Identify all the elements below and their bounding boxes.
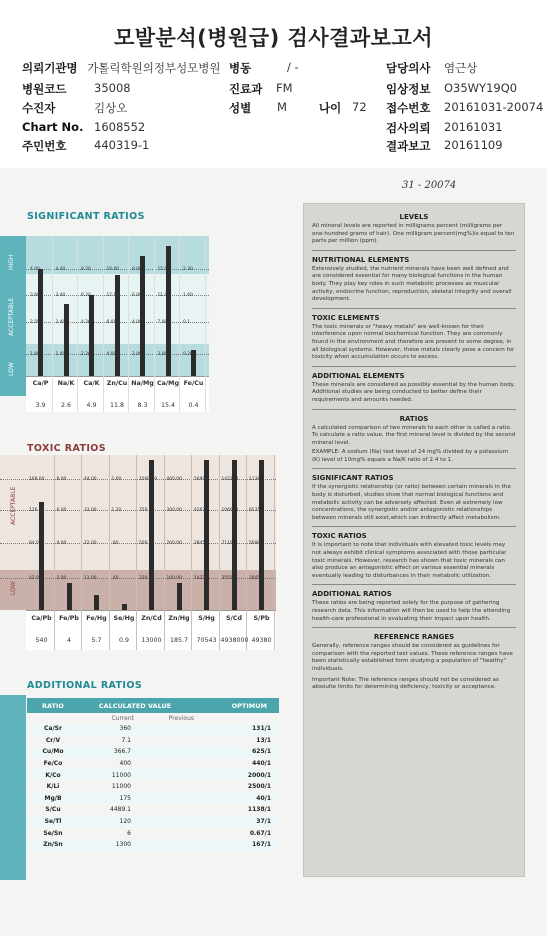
- tick-label: 44.00: [84, 477, 97, 482]
- current-cell: 11000: [111, 783, 131, 791]
- ratio-bar: [115, 275, 120, 376]
- tick-label: 42675: [194, 508, 208, 513]
- value-label: 5.7: [91, 637, 102, 644]
- divider: [312, 468, 516, 469]
- doctor-label: 담당의사: [386, 61, 431, 75]
- tick-label: 6.00: [56, 508, 67, 513]
- report-date-label: 결과보고: [386, 139, 431, 153]
- significant-ratios-chart: [0, 222, 292, 440]
- value-label: 540: [35, 637, 48, 644]
- additional-ratios-table: [27, 698, 279, 851]
- tick-label: 1000.00: [139, 477, 158, 482]
- tick-label: 2.00: [132, 352, 142, 357]
- col-calculated: CALCULATED VALUE: [98, 701, 172, 710]
- tick-label: 5690: [249, 541, 261, 546]
- tick-label: 15.00: [157, 267, 171, 272]
- ward-row: [229, 60, 299, 76]
- tick-label: 35550: [221, 576, 236, 581]
- category-label: S/Pb: [253, 615, 270, 622]
- value-label: 13000: [141, 637, 162, 644]
- divider: [312, 308, 516, 309]
- value-label: 0.4: [188, 402, 199, 409]
- tick-label: 0.20: [183, 352, 193, 357]
- tick-label: 11380: [249, 477, 263, 482]
- tick-label: 2.50: [30, 320, 40, 325]
- current-cell: 120: [119, 818, 131, 826]
- department-value: FM: [276, 81, 293, 95]
- request-date-value: 20161031: [444, 120, 503, 134]
- optimum-cell: 625/1: [252, 748, 271, 756]
- sig-ratios-text: If the synergistic relationship (or ratio) between certain minerals in the body is disturbed, studies show that normal biological functions and metabolic activity can be adversely affected. Even at extremely low concentrations, the synergistic and/or antagonistic relationships between minerals still exist,which can indirectly affect metabolism.: [312, 484, 511, 521]
- tick-label: 2.30: [183, 267, 193, 272]
- category-label: Zn/Hg: [168, 615, 190, 622]
- chart-no-label: Chart No.: [22, 120, 84, 134]
- sig-ratios-heading: SIGNIFICANT RATIOS: [312, 474, 394, 483]
- nutritional-heading: NUTRITIONAL ELEMENTS: [312, 255, 410, 264]
- handwritten-note: 31 - 20074: [402, 180, 457, 191]
- institution-row: [22, 60, 221, 76]
- table-header: [27, 698, 279, 713]
- value-label: 4: [66, 637, 71, 644]
- ratios-text: A calculated comparison of two minerals to each other is called a ratio. To calculate a ratio value, the first mineral level is divided by the second mineral level.: [312, 424, 516, 446]
- tick-label: 142200: [221, 477, 239, 482]
- additional-heading: ADDITIONAL ELEMENTS: [312, 371, 405, 380]
- optimum-cell: 131/1: [252, 725, 271, 733]
- tick-label: 4.40: [55, 267, 66, 272]
- table-row: [27, 735, 279, 747]
- department-label: 진료과: [229, 82, 263, 96]
- tick-label: 56900: [194, 477, 208, 482]
- ward-value: / -: [287, 60, 299, 74]
- tick-label: 8.00: [132, 267, 142, 272]
- ratio-bar: [232, 460, 237, 610]
- optimum-cell: 37/1: [256, 818, 271, 826]
- ratio-bar: [149, 460, 154, 610]
- tick-label: 12.00: [106, 293, 120, 298]
- tick-label: 168.00: [29, 477, 45, 482]
- institution-label: 의뢰기관명: [22, 61, 78, 75]
- ratio-cell: Fe/Co: [43, 760, 63, 768]
- notes-panel: [303, 203, 525, 877]
- tick-label: 11.00: [157, 293, 171, 298]
- receipt-no-label: 접수번호: [386, 101, 431, 115]
- tick-label: 8.20: [81, 267, 91, 272]
- add-ratios-text: These ratios are being reported solely for the purpose of gathering research data. This information will then be used to help the attending health-care professional in evaluating their impact upon health.: [312, 600, 511, 622]
- divider: [312, 584, 516, 585]
- institution-value: 가톨릭학원의정부성모병원: [87, 61, 221, 75]
- chart-no-value: 1608552: [94, 120, 146, 134]
- tick-label: 42.00: [29, 576, 42, 581]
- optimum-cell: 167/1: [252, 841, 271, 849]
- ratio-cell: Mg/B: [44, 794, 62, 802]
- category-label: Ca/P: [32, 380, 49, 387]
- nutritional-text: Extensively studied, the nutrient minerals have been well defined and are considered essential for many biological functions in the human body. They play key roles in such metabolic processes as muscular activity, endocrine function, reproduction, skeletal integrity and overall development.: [312, 265, 512, 303]
- current-cell: 360: [119, 725, 131, 733]
- ratio-bar: [89, 295, 94, 376]
- ratios-heading: RATIOS: [399, 414, 429, 423]
- current-cell: 1300: [115, 841, 131, 849]
- category-label: Fe/Cu: [183, 380, 204, 387]
- levels-heading: LEVELS: [399, 213, 429, 221]
- optimum-cell: 0.67/1: [249, 829, 271, 837]
- table-row: [27, 723, 279, 735]
- tick-label: 16.00: [106, 267, 120, 272]
- optimum-cell: 2000/1: [247, 771, 271, 779]
- category-label: Zn/Cu: [106, 380, 128, 387]
- ratio-bar: [259, 460, 264, 610]
- optimum-cell: 2500/1: [247, 783, 271, 791]
- table-row: [27, 816, 279, 828]
- tick-label: 750.00: [139, 508, 155, 513]
- current-cell: 4489.1: [110, 806, 131, 814]
- ratios-example: EXAMPLE: A sodium (Na) test level of 24 mg% divided by a potassium (K) level of 10mg% equals a Na/K ratio of 2.4 to 1.: [312, 449, 509, 463]
- clinical-info-row: [386, 81, 518, 97]
- hospital-code-row: [22, 81, 131, 97]
- tick-label: 7.00: [157, 320, 168, 325]
- tick-label: 22.00: [84, 541, 97, 546]
- important-note: Important Note: The reference ranges should not be considered as absoulte limits for determining deficiency, toxicity or acceptance.: [312, 676, 499, 691]
- category-label: Na/K: [57, 380, 75, 387]
- ratio-cell: Ca/Sr: [44, 725, 62, 733]
- sex-row: [229, 100, 287, 116]
- band-label-low: LOW: [10, 581, 17, 595]
- additional-ratios-panel: [0, 680, 292, 883]
- request-date-label: 검사의뢰: [386, 121, 431, 135]
- toxic-ratios-heading: TOXIC RATIOS: [312, 532, 367, 541]
- ratio-bar: [64, 304, 69, 376]
- receipt-no-row: [386, 100, 544, 116]
- tick-label: 84.00: [29, 541, 42, 546]
- ratio-cell: Cu/Mo: [42, 748, 64, 756]
- ratio-cell: S/Cu: [45, 806, 61, 814]
- current-cell: 175: [119, 794, 131, 802]
- category-label: Fe/Hg: [86, 615, 107, 622]
- tick-label: 3.40: [55, 293, 66, 298]
- current-cell: 7.1: [121, 736, 131, 744]
- sex-value: M: [277, 100, 287, 114]
- tick-label: 1.20: [111, 508, 122, 513]
- tick-label: 1.60: [111, 477, 122, 482]
- clinical-info-label: 임상정보: [386, 82, 431, 96]
- value-label: 4.9: [86, 402, 97, 409]
- resident-id-label: 주민번호: [22, 139, 67, 153]
- table-row: [27, 827, 279, 839]
- value-label: 4938000: [220, 637, 249, 644]
- tick-label: 3.00: [157, 352, 168, 357]
- patient-row: [22, 100, 128, 116]
- optimum-cell: 1138/1: [247, 806, 271, 814]
- value-label: 3.9: [35, 402, 46, 409]
- toxic-ratios-chart: [0, 455, 292, 665]
- patient-label: 수진자: [22, 101, 56, 115]
- current-cell: 366.7: [113, 748, 131, 756]
- tick-label: 6.00: [132, 293, 142, 298]
- value-label: 2.6: [60, 402, 71, 409]
- tick-label: 250.00: [139, 576, 155, 581]
- band-label-acceptable: ACCEPTABLE: [10, 486, 17, 525]
- additional-text: These minerals are considered as possibly essential by the human body. Additional studies are being conducted to better define their requirements and amounts needed.: [312, 381, 515, 403]
- category-label: S/Hg: [198, 615, 215, 622]
- ratio-cell: K/Co: [45, 771, 61, 779]
- table-row: [27, 804, 279, 816]
- tick-label: 300.00: [166, 508, 182, 513]
- tick-label: 1.60: [30, 352, 40, 357]
- table-row: [27, 769, 279, 781]
- value-label: 185.7: [169, 637, 189, 644]
- receipt-no-value: 20161031-20074: [444, 100, 544, 114]
- value-label: 15.4: [160, 402, 176, 409]
- tick-label: 1.60: [183, 293, 193, 298]
- table-row: [27, 746, 279, 758]
- report-title: 모발분석(병원급) 검사결과보고서: [113, 26, 433, 50]
- tick-label: 4.00: [56, 541, 67, 546]
- current-cell: 400: [119, 760, 131, 768]
- category-label: Ca/Pb: [31, 615, 52, 622]
- tick-label: 400.00: [166, 477, 182, 482]
- ratio-cell: K/Li: [46, 783, 60, 791]
- table-subheader: [27, 713, 279, 723]
- tick-label: 2.20: [81, 352, 91, 357]
- current-cell: 6: [127, 829, 131, 837]
- toxic-heading: TOXIC ELEMENTS: [312, 313, 380, 322]
- category-label: Se/Hg: [113, 615, 135, 622]
- tick-label: 500.00: [139, 541, 155, 546]
- tick-label: 200.00: [166, 541, 182, 546]
- tick-label: 11.00: [84, 576, 97, 581]
- hospital-code-label: 병원코드: [22, 82, 67, 96]
- reference-text: Generally, reference ranges should be considered as guidelines for comparison with the reported test values. These reference ranges have been statistically established form studying a population of "healthy" individuals.: [312, 643, 513, 672]
- tick-label: 28450: [194, 541, 208, 546]
- tick-label: 4.00: [132, 320, 142, 325]
- ratio-cell: Se/Tl: [44, 818, 62, 826]
- tick-label: .40: [111, 576, 119, 581]
- ratio-bar: [39, 502, 44, 610]
- chart-no-row: [22, 120, 146, 134]
- category-label: Zn/Cd: [141, 615, 162, 622]
- ratio-bar: [204, 460, 209, 610]
- table-body: [27, 723, 279, 851]
- col-ratio: RATIO: [42, 701, 64, 710]
- table-row: [27, 793, 279, 805]
- request-date-row: [386, 120, 503, 136]
- tick-label: .80: [111, 541, 119, 546]
- value-label: 70543: [196, 637, 217, 644]
- tick-label: 71100: [221, 541, 236, 546]
- tick-label: 8.00: [56, 477, 67, 482]
- age-row: [319, 100, 367, 116]
- doctor-row: [386, 60, 478, 76]
- tick-label: 2.40: [55, 320, 66, 325]
- report-date-value: 20161109: [444, 138, 503, 152]
- tick-label: 0.1: [183, 320, 190, 325]
- optimum-cell: 40/1: [256, 794, 271, 802]
- toxic-ratios-text: It is important to note that individuals with elevated toxic levels may not always exhibit clinical symptoms associated with those particular toxic minerals. However, research has shown that toxic minerals can also produce an antagonistic effect on various essential minerals eventually leading to disturbances in their metabolic utilization.: [312, 542, 507, 579]
- value-label: 0.9: [118, 637, 129, 644]
- optimum-cell: 440/1: [252, 760, 271, 768]
- additional-rail: [0, 695, 26, 880]
- band-label-low: LOW: [8, 362, 15, 376]
- tick-label: 2.00: [56, 576, 67, 581]
- tick-label: 100.00: [166, 576, 182, 581]
- tick-label: 8.00: [106, 320, 117, 325]
- ratio-cell: Zn/Sn: [43, 841, 63, 849]
- category-label: Ca/K: [83, 380, 100, 387]
- optimum-cell: 13/1: [256, 736, 271, 744]
- tick-label: 6.20: [81, 293, 91, 298]
- table-row: [27, 758, 279, 770]
- current-cell: 11000: [111, 771, 131, 779]
- tick-label: 4.20: [81, 320, 91, 325]
- department-row: [229, 81, 293, 97]
- category-label: Fe/Pb: [59, 615, 79, 622]
- sub-current: Current: [111, 714, 134, 722]
- divider: [312, 627, 516, 628]
- tick-label: 4.00: [106, 352, 117, 357]
- tick-label: 126.00: [29, 508, 45, 513]
- hospital-code-value: 35008: [94, 81, 131, 95]
- reference-heading: REFERENCE RANGES: [373, 633, 455, 642]
- sex-label: 성별: [229, 101, 252, 115]
- tick-label: 8535: [249, 508, 261, 513]
- levels-text: All mineral levels are reported in milligrams percent (milligrams per one-hundred grams of hair). One milligram percent(mg%)is equal to ten parts per million (ppm).: [312, 223, 515, 245]
- ratio-bar: [122, 604, 127, 610]
- category-label: S/Cd: [226, 615, 242, 622]
- ratio-cell: Cr/V: [45, 736, 61, 744]
- table-row: [27, 781, 279, 793]
- divider: [312, 409, 516, 410]
- band-label-acceptable: ACCEPTABLE: [8, 297, 15, 336]
- resident-id-value: 440319-1: [94, 138, 150, 152]
- value-label: 49380: [251, 637, 272, 644]
- divider: [312, 526, 516, 527]
- tick-label: 2845: [249, 576, 261, 581]
- value-label: 8.3: [137, 402, 148, 409]
- toxic-text: The toxic minerals or "heavy metals" are well-known for their interference upon normal biochemical function. They are commonly found in the environment and therefore are present to some degree, in all biological systems. However, these metals clearly pose a concern for toxicity when accumulation occurs to excess.: [312, 323, 515, 361]
- divider: [312, 250, 516, 251]
- age-label: 나이: [319, 101, 342, 115]
- ratio-cell: Se/Sn: [43, 829, 63, 837]
- report-date-row: [386, 138, 503, 154]
- tick-label: 4.00: [30, 267, 40, 272]
- tick-label: 14225: [194, 576, 208, 581]
- resident-id-row: [22, 138, 150, 154]
- tick-label: 106650: [221, 508, 239, 513]
- tick-label: 33.00: [84, 508, 97, 513]
- add-ratios-heading: ADDITIONAL RATIOS: [312, 590, 392, 599]
- patient-value: 김상오: [94, 101, 128, 115]
- ratio-bar: [177, 583, 182, 610]
- table-row: [27, 839, 279, 851]
- tick-label: 1.40: [55, 352, 66, 357]
- sub-previous: Previous: [168, 714, 194, 722]
- significant-ratios-title: SIGNIFICANT RATIOS: [27, 211, 145, 222]
- toxic-ratios-title: TOXIC RATIOS: [27, 443, 107, 454]
- additional-ratios-title: ADDITIONAL RATIOS: [27, 680, 143, 691]
- value-label: 11.8: [109, 402, 125, 409]
- category-label: Ca/Mg: [157, 380, 179, 387]
- divider: [312, 366, 516, 367]
- ward-label: 병동: [229, 61, 252, 75]
- category-label: Na/Mg: [131, 380, 154, 387]
- col-optimum: OPTIMUM: [231, 701, 267, 710]
- doctor-value: 염근상: [444, 61, 478, 75]
- tick-label: 3.60: [30, 293, 40, 298]
- band-label-high: HIGH: [8, 254, 15, 270]
- clinical-info-value: O35WY19Q0: [444, 81, 518, 95]
- ratio-bar: [140, 256, 145, 376]
- ratio-bar: [94, 595, 99, 610]
- age-value: 72: [352, 100, 367, 114]
- ratio-bar: [67, 583, 72, 610]
